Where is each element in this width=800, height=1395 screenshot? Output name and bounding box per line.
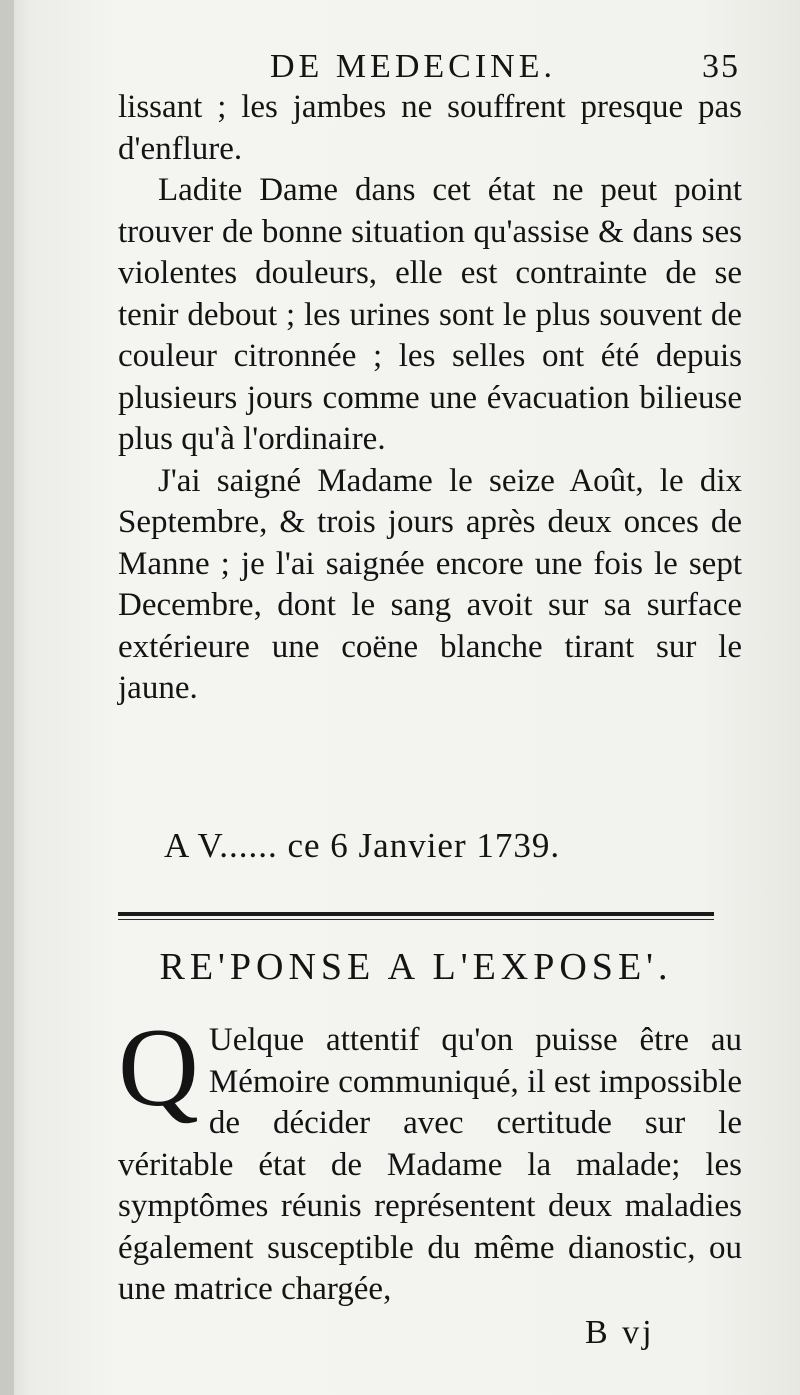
section-rule bbox=[118, 912, 714, 916]
page-number: 35 bbox=[702, 48, 740, 85]
body-text-response bbox=[118, 1006, 742, 1311]
section-rule-thin bbox=[118, 919, 714, 920]
page-gutter-shadow bbox=[0, 0, 14, 1395]
paragraph-response bbox=[118, 1006, 742, 1311]
paragraph-symptoms: Ladite Dame dans cet état ne peut point trouver de bonne situation qu'assise & dans ses violentes douleurs, elle est contrainte de se tenir debout ; les urines sont le plus souvent de couleur citronnée ; les selles ont été depuis plusieurs jours comme une évacuation bilieuse plus qu'à l'ordinaire. bbox=[118, 172, 742, 457]
drop-cap: Q bbox=[118, 1006, 199, 1130]
paragraph-response-text: Uelque attentif qu'on puisse être au Mémoire communiqué, il est impossible de décider avec certitude sur le véritable état de Madame la malade; les symptômes réunis représentent deux maladies également susceptible du même dianostic, ou une matrice chargée, bbox=[118, 1022, 742, 1307]
running-title: DE MEDECINE. bbox=[270, 48, 556, 85]
signature-mark: B vj bbox=[585, 1314, 655, 1351]
paragraph-bleeding: J'ai saigné Madame le seize Août, le dix Septembre, & trois jours après deux onces de Manne ; je l'ai saignée encore une fois le sept Decembre, dont le sang avoit sur sa surface extérieure une coëne blanche tirant sur le jaune. bbox=[118, 462, 742, 706]
paragraph-continuation: lissant ; les jambes ne souffrent presque pas d'enflure. bbox=[118, 89, 742, 167]
dateline: A V...... ce 6 Janvier 1739. bbox=[164, 826, 561, 865]
body-text-top bbox=[118, 87, 742, 710]
section-title: RE'PONSE A L'EXPOSE'. bbox=[159, 946, 673, 988]
